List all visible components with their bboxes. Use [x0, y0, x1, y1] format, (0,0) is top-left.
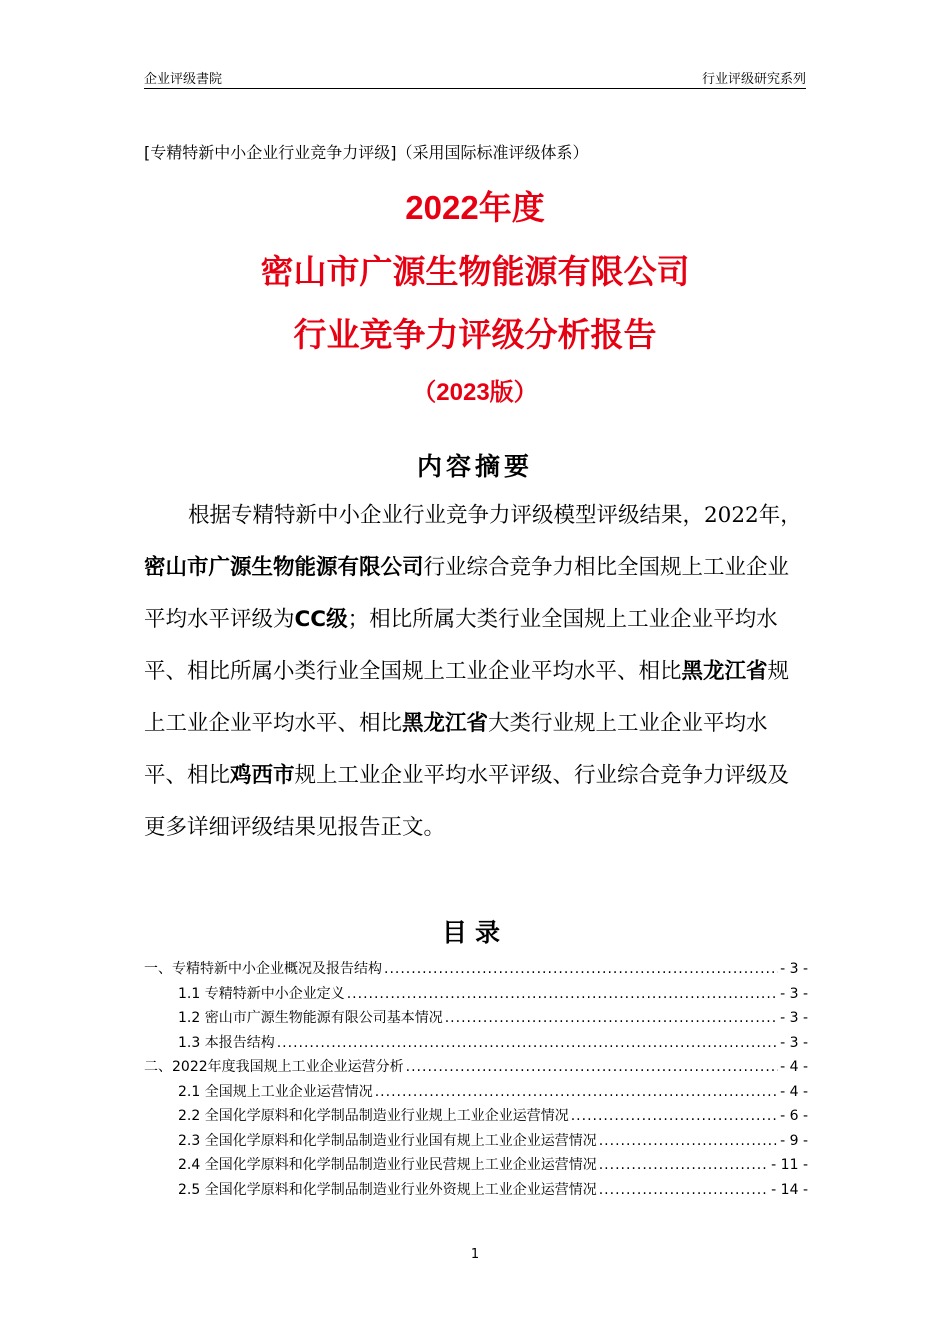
abstract-text: 大类行业规上工业企业平均水平、相比: [144, 711, 768, 788]
toc-entry-page: - 14 -: [771, 1181, 808, 1198]
header-left-text: 企业评级書院: [144, 72, 223, 87]
toc-entry[interactable]: [144, 1105, 808, 1130]
toc-leader: [277, 1035, 778, 1051]
abstract-province: 黑龙江省: [402, 711, 489, 736]
toc-leader: [599, 1157, 769, 1173]
toc-entry-page: - 6 -: [780, 1108, 808, 1124]
toc-entry-label: 2.3 全国化学原料和化学制品制造业行业国有规上工业企业运营情况: [178, 1132, 597, 1149]
toc-entry-page: - 3 -: [780, 961, 808, 977]
abstract-text: ；相比所属大类行业全国规上工业企业平均水平、相比所属小类行业全国规上工业企业平均水平、相比: [144, 607, 778, 684]
toc-entry[interactable]: [144, 958, 808, 983]
toc-entry-page: - 3 -: [780, 1034, 808, 1051]
toc-entry-label: 一、专精特新中小企业概况及报告结构: [144, 961, 382, 977]
toc-leader: [375, 1084, 778, 1100]
toc-entry-label: 2.1 全国规上工业企业运营情况: [178, 1083, 373, 1100]
toc-entry-label: 1.2 密山市广源生物能源有限公司基本情况: [178, 1010, 443, 1026]
toc-leader: [571, 1108, 778, 1124]
abstract-text: 规上工业企业平均水平、相比: [144, 659, 790, 736]
toc-entry[interactable]: [144, 1130, 808, 1155]
abstract-company: 密山市广源生物能源有限公司: [144, 555, 424, 580]
toc-leader: [384, 961, 778, 977]
toc-entry[interactable]: [144, 1081, 808, 1106]
toc-entry[interactable]: [144, 1056, 808, 1081]
abstract-text: 行业综合竞争力相比全国规上工业企业平均水平评级为: [144, 555, 790, 632]
toc-entry[interactable]: [144, 1179, 808, 1204]
toc-entry[interactable]: [144, 1032, 808, 1057]
toc-leader: [599, 1182, 769, 1198]
toc-leader: [445, 1010, 778, 1026]
toc-entry-page: - 9 -: [780, 1132, 808, 1149]
abstract-text: 根据专精特新中小企业行业竞争力评级模型评级结果，2022年，: [188, 503, 802, 528]
toc-entry-label: 二、2022年度我国规上工业企业运营分析: [144, 1059, 404, 1075]
toc-entry-page: - 4 -: [780, 1059, 808, 1075]
toc-entry-label: 2.5 全国化学原料和化学制品制造业行业外资规上工业企业运营情况: [178, 1181, 597, 1198]
title-company: 密山市广源生物能源有限公司: [260, 252, 690, 291]
title-year: 2022年度: [405, 189, 545, 226]
title-edition: （2023版）: [412, 379, 538, 406]
abstract-city: 鸡西市: [230, 763, 295, 788]
page-header: [144, 66, 806, 89]
toc-entry-label: 2.2 全国化学原料和化学制品制造业行业规上工业企业运营情况: [178, 1108, 569, 1124]
header-right-text: 行业评级研究系列: [701, 72, 806, 87]
toc-leader: [406, 1059, 778, 1075]
abstract-province: 黑龙江省: [681, 659, 768, 684]
abstract-text: 规上工业企业平均水平评级、行业综合竞争力评级及更多详细评级结果见报告正文。: [144, 763, 790, 840]
abstract-paragraph: [144, 490, 808, 854]
toc-heading: 目录: [441, 918, 508, 947]
toc-entry[interactable]: [144, 1007, 808, 1032]
abstract-heading: 内容摘要: [416, 452, 533, 481]
toc-entry-label: 1.3 本报告结构: [178, 1034, 275, 1051]
report-subtitle: [专精特新中小企业行业竞争力评级]（采用国际标准评级体系）: [144, 143, 589, 162]
toc-entry-page: - 3 -: [780, 1010, 808, 1026]
toc-entry-page: - 4 -: [780, 1083, 808, 1100]
toc-entry-page: - 3 -: [780, 985, 808, 1002]
toc-entry[interactable]: [144, 1154, 808, 1179]
toc-leader: [347, 986, 778, 1002]
toc-entry-label: 1.1 专精特新中小企业定义: [178, 985, 345, 1002]
toc-entry[interactable]: [144, 983, 808, 1008]
title-report: 行业竞争力评级分析报告: [293, 315, 657, 354]
page-number: 1: [470, 1247, 480, 1262]
abstract-rating: CC级: [294, 607, 348, 632]
table-of-contents: [144, 958, 808, 1203]
toc-leader: [599, 1133, 778, 1149]
toc-entry-label: 2.4 全国化学原料和化学制品制造业行业民营规上工业企业运营情况: [178, 1157, 597, 1173]
toc-entry-page: - 11 -: [771, 1157, 808, 1173]
